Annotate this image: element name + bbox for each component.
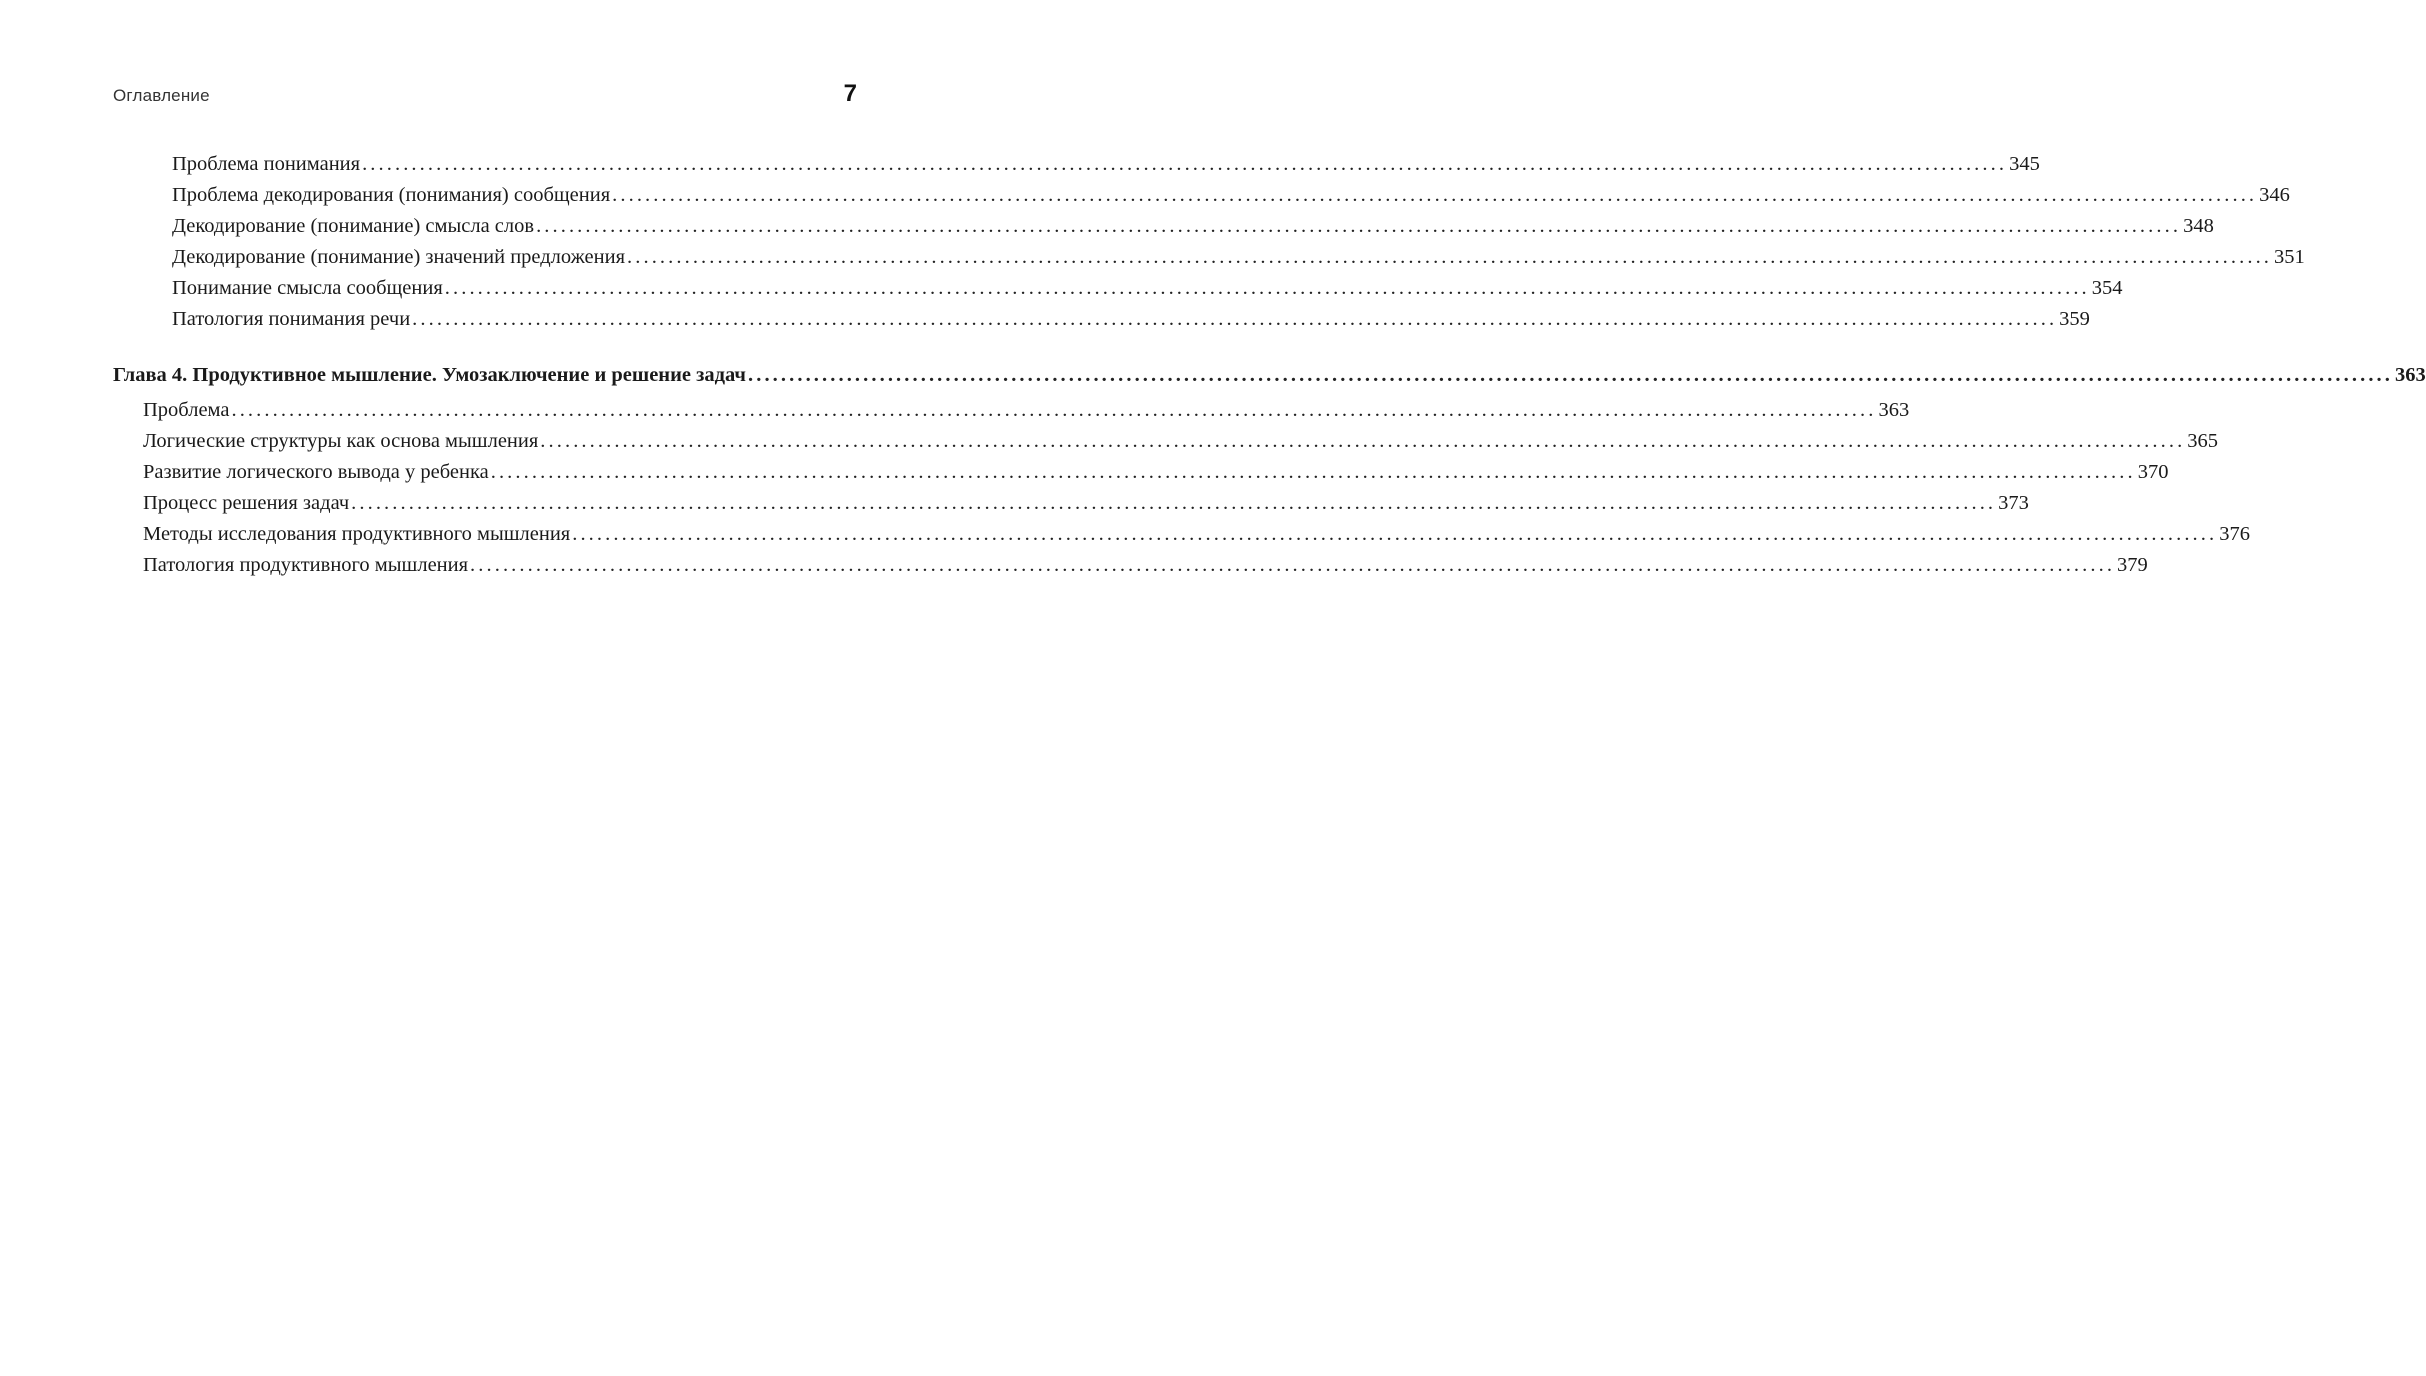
toc-entry-title: Патология понимания речи bbox=[172, 308, 411, 330]
toc-leader-dots: ........................................................................................................................................................................................................ bbox=[540, 430, 2186, 452]
toc-entry-title: Проблема bbox=[143, 399, 230, 421]
toc-entry-page: 351 bbox=[2274, 246, 2305, 268]
toc-chapter-page: 363 bbox=[2395, 364, 2426, 386]
toc-entry bbox=[172, 184, 2290, 215]
toc-entry bbox=[143, 492, 2029, 523]
toc-entry bbox=[143, 430, 2219, 461]
toc-entry-title: Развитие логического вывода у ребенка bbox=[143, 461, 489, 483]
toc-leader-dots: ........................................................................................................................................................................................................ bbox=[627, 246, 2273, 268]
toc-leader-dots: ........................................................................................................................................................................................................ bbox=[412, 308, 2058, 330]
toc-entry-title: Логические структуры как основа мышления bbox=[143, 430, 539, 452]
toc-entry bbox=[172, 308, 2090, 339]
toc-entry bbox=[172, 153, 2040, 184]
toc-entry-page: 365 bbox=[2187, 430, 2219, 452]
toc-leader-dots: ........................................................................................................................................................................................................ bbox=[490, 461, 2136, 483]
toc-entry-page: 363 bbox=[1878, 399, 1910, 421]
toc-entry-title: Проблема понимания bbox=[172, 153, 361, 175]
toc-entry-page: 348 bbox=[2183, 215, 2214, 237]
toc-entry bbox=[143, 554, 2148, 585]
toc-leader-dots: ........................................................................................................................................................................................................ bbox=[470, 554, 2116, 576]
toc-entry-page: 370 bbox=[2137, 461, 2169, 483]
toc-leader-dots: ........................................................................................................................................................................................................ bbox=[351, 492, 1997, 514]
toc-entry-title: Патология продуктивного мышления bbox=[143, 554, 469, 576]
toc-chapter-entry bbox=[113, 364, 2426, 395]
page-number: 7 bbox=[843, 80, 857, 107]
toc-entry bbox=[172, 277, 2123, 308]
toc-entry-page: 379 bbox=[2117, 554, 2148, 576]
toc-chapter-title: Глава 4. Продуктивное мышление. Умозаключение и решение задач bbox=[113, 364, 746, 386]
toc-entry-page: 346 bbox=[2259, 184, 2290, 206]
toc-leader-dots: ........................................................................................................................................................................................................ bbox=[444, 277, 2090, 299]
toc-entry bbox=[143, 399, 1910, 430]
toc-entry-title: Декодирование (понимание) значений предложения bbox=[172, 246, 626, 268]
toc-leader-dots: ........................................................................................................................................................................................................ bbox=[536, 215, 2182, 237]
toc-leader-dots: ........................................................................................................................................................................................................ bbox=[231, 399, 1877, 421]
toc-entry-title: Декодирование (понимание) смысла слов bbox=[172, 215, 535, 237]
toc-leader-dots: ........................................................................................................................................................................................................ bbox=[612, 184, 2258, 206]
running-head: Оглавление bbox=[113, 86, 210, 105]
toc-chapter-block bbox=[113, 364, 2426, 395]
toc-entry-page: 354 bbox=[2091, 277, 2123, 299]
toc-entry-page: 345 bbox=[2009, 153, 2040, 175]
toc-entry-page: 373 bbox=[1998, 492, 2029, 514]
toc-sections-list bbox=[143, 399, 2250, 585]
toc-leader-dots: ........................................................................................................................................................................................................ bbox=[748, 364, 2393, 386]
toc-leader-dots: ........................................................................................................................................................................................................ bbox=[362, 153, 2008, 175]
toc-leader-dots: ........................................................................................................................................................................................................ bbox=[572, 523, 2218, 545]
toc-entry bbox=[172, 215, 2214, 246]
toc-entry-page: 376 bbox=[2219, 523, 2250, 545]
toc-entry-title: Проблема декодирования (понимания) сообщения bbox=[172, 184, 611, 206]
toc-entry bbox=[172, 246, 2305, 277]
toc-subsections-list bbox=[172, 153, 2305, 339]
toc-entry bbox=[143, 461, 2169, 492]
toc-entry bbox=[143, 523, 2250, 554]
toc-entry-title: Методы исследования продуктивного мышления bbox=[143, 523, 571, 545]
toc-entry-page: 359 bbox=[2059, 308, 2090, 330]
toc-entry-title: Понимание смысла сообщения bbox=[172, 277, 443, 299]
toc-entry-title: Процесс решения задач bbox=[143, 492, 350, 514]
